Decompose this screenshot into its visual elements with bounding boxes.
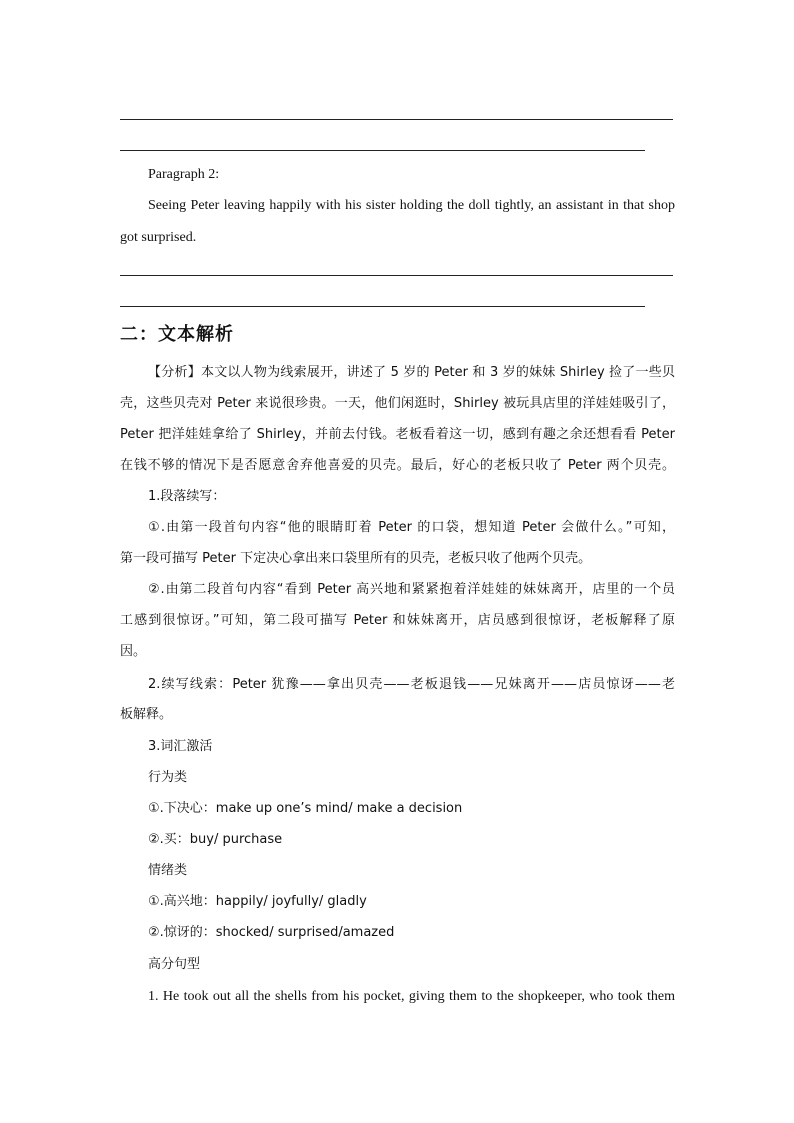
- point-text: ②.由第二段首句内容“看到 Peter 高兴地和紧紧抱着洋娃娃的妹妹离开，店里的一个员: [148, 582, 675, 597]
- analysis-text: Peter 把洋娃娃拿给了 Shirley，并前去付钱。老板看着这一切，感到有趣之余还想看看 Peter: [120, 427, 675, 442]
- paragraph-label: Paragraph 2:: [148, 167, 220, 182]
- point-text: 因。: [120, 644, 147, 659]
- point-title: 3.词汇激活: [148, 739, 213, 754]
- vocab-item: ②.惊讶的：shocked/ surprised/amazed: [148, 925, 395, 940]
- point-text: 工感到很惊讶。”可知，第二段可描写 Peter 和妹妹离开，店员感到很惊讶，老板解释了原: [120, 613, 675, 628]
- writing-line: [120, 275, 673, 276]
- vocab-item: ①.下决心：make up one’s mind/ make a decision: [148, 801, 463, 816]
- vocab-category: 行为类: [148, 770, 188, 785]
- section-heading: 二：文本解析: [120, 324, 234, 345]
- vocab-item: ②.买：buy/ purchase: [148, 832, 283, 847]
- vocab-category: 情绪类: [148, 863, 188, 878]
- point-text: 第一段可描写 Peter 下定决心拿出来口袋里所有的贝壳，老板只收了他两个贝壳。: [120, 551, 592, 566]
- writing-line: [120, 150, 645, 151]
- point-text: 板解释。: [120, 707, 173, 722]
- vocab-item: ①.高兴地：happily/ joyfully/ gladly: [148, 894, 367, 909]
- point-text: ①.由第一段首句内容“他的眼睛盯着 Peter 的口袋，想知道 Peter 会做什么。”可知，: [148, 520, 675, 535]
- sentence-item: 1. He took out all the shells from his pocket, giving them to the shopkeeper, who took them: [148, 989, 675, 1004]
- point-title: 1.段落续写：: [148, 489, 226, 504]
- analysis-text: 在钱不够的情况下是否愿意舍弃他喜爱的贝壳。最后，好心的老板只收了 Peter 两个贝壳。: [120, 458, 675, 473]
- vocab-category: 高分句型: [148, 957, 201, 972]
- writing-line: [120, 119, 673, 120]
- paragraph-opening-line: got surprised.: [120, 230, 197, 245]
- writing-line: [120, 306, 645, 307]
- paragraph-opening-line: Seeing Peter leaving happily with his sister holding the doll tightly, an assistant in that shop: [148, 198, 675, 213]
- point-text: 2.续写线索：Peter 犹豫——拿出贝壳——老板退钱——兄妹离开——店员惊讶——老: [148, 677, 675, 692]
- analysis-text: 【分析】本文以人物为线索展开，讲述了 5 岁的 Peter 和 3 岁的妹妹 Shirley 捡了一些贝: [148, 365, 675, 380]
- analysis-text: 壳，这些贝壳对 Peter 来说很珍贵。一天，他们闲逛时，Shirley 被玩具店里的洋娃娃吸引了，: [120, 396, 675, 411]
